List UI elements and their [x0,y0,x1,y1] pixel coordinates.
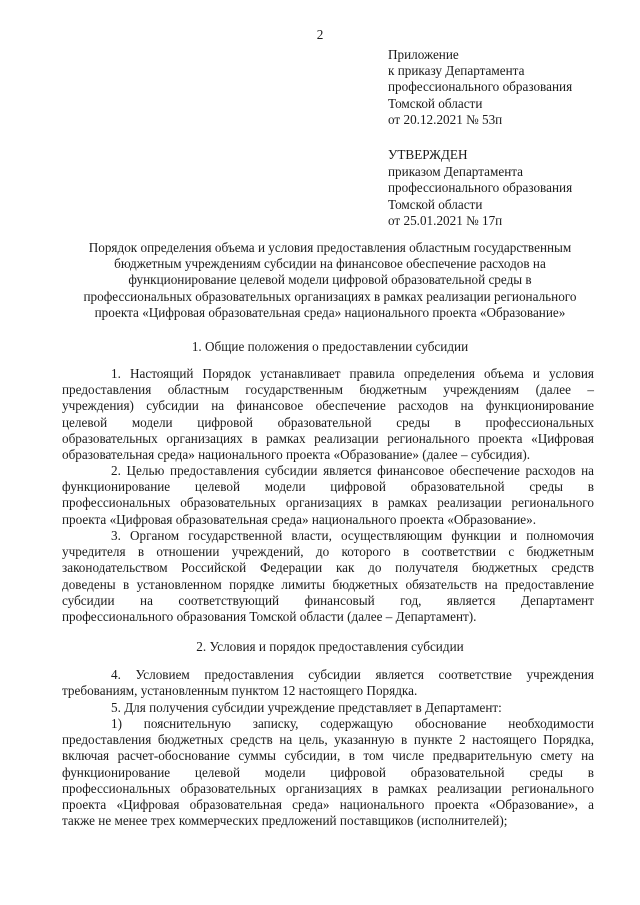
paragraph-line: профессионального образования Томской области (далее – Департамент). [62,609,477,625]
paragraph-line: профессиональных образовательных организациях в рамках реализации регионального [62,495,594,511]
paragraph-line: целевой модели цифровой образовательной среды в профессиональных [62,414,594,430]
approval-block [388,147,628,229]
paragraph-line: проекта «Цифровая образовательная среда» национального проекта «Образование». [62,511,537,527]
paragraph-4 [62,667,594,699]
paragraph-line: 4. Условием предоставления субсидии является соответствие учреждения [111,667,594,682]
paragraph-2 [62,463,594,528]
paragraph-line: образовательных организациях в рамках реализации регионального проекта «Цифровая [62,430,594,446]
paragraph-line: законодательством Российской Федерации как до получателя бюджетных средств [62,560,594,576]
annex-line: Приложение [388,47,459,62]
title-line: Порядок определения объема и условия предоставления областным государственным [88,240,572,255]
paragraph-line: требованиям, установленным пунктом 12 настоящего Порядка. [62,683,418,699]
paragraph-line: профессиональных образовательных организациях в рамках реализации регионального [62,780,594,796]
paragraph-line: проекта «Цифровая образовательная среда» национального проекта «Образование», а [62,797,594,813]
paragraph-line: 1. Настоящий Порядок устанавливает правила определения объема и условия [111,366,594,381]
document-title [50,240,610,321]
paragraph-line: 2. Целью предоставления субсидии является финансовое обеспечение расходов на [111,463,594,478]
paragraph-line: также не менее трех коммерческих предложений поставщиков (исполнителей); [62,813,508,829]
annex-line: к приказу Департамента [388,63,525,79]
paragraph-line: функционирование целевой модели цифровой образовательной среды в [62,479,594,495]
title-line: профессиональных образовательных организациях в рамках реализации регионального [83,288,577,304]
approval-heading: УТВЕРЖДЕН [388,147,468,162]
paragraph-line: предоставления бюджетных средств на цель, указанную в пункте 2 настоящего Порядка, [62,732,594,748]
approval-line: Томской области [388,196,483,212]
annex-line: Томской области [388,95,483,111]
approval-line: приказом Департамента [388,164,524,180]
paragraph-line: учредителя в отношении учреждений, до которого в соответствии с бюджетным [62,544,594,560]
paragraph-line: учреждения) субсидии на финансовое обеспечение расходов на функционирование [62,398,594,414]
paragraph-line: включая расчет-обоснование суммы субсидии, в том числе предварительную смету на [62,748,594,764]
paragraph-line: 3. Органом государственной власти, осуществляющим функции и полномочия [111,528,594,543]
annex-line: от 20.12.2021 № 53п [388,111,503,127]
paragraph-3 [62,528,594,625]
paragraph-line: 1) пояснительную записку, содержащую обоснование необходимости [111,716,594,731]
title-line: бюджетным учреждениям субсидии на финансовое обеспечение расходов на [114,256,546,272]
title-line: проекта «Цифровая образовательная среда» национального проекта «Образование» [94,304,566,320]
title-line: функционирование целевой модели цифровой образовательной среды в [128,272,532,288]
paragraph-line: 5. Для получения субсидии учреждение представляет в Департамент: [111,700,502,715]
section-1-heading: 1. Общие положения о предоставлении субсидии [191,339,469,354]
paragraph-5-item-1 [62,716,594,829]
approval-line: профессионального образования [388,180,573,196]
paragraph-line: субсидии на соответствующий финансовый год, является Департамент [62,592,594,608]
annex-line: профессионального образования [388,79,573,95]
page-number: 2 [316,27,324,42]
paragraph-5 [62,700,594,716]
paragraph-line: образовательная среда» национального проекта «Образование» (далее – субсидия). [62,447,531,463]
paragraph-line: функционирование целевой модели цифровой образовательной среды в [62,764,594,780]
paragraph-1 [62,366,594,463]
annex-block [388,47,628,128]
section-2-heading: 2. Условия и порядок предоставления субсидии [196,639,464,654]
approval-line: от 25.01.2021 № 17п [388,212,503,228]
paragraph-line: предоставления областным государственным бюджетным учреждениям (далее – [62,382,594,398]
paragraph-line: доведены в установленном порядке лимиты бюджетных обязательств на предоставление [62,576,594,592]
